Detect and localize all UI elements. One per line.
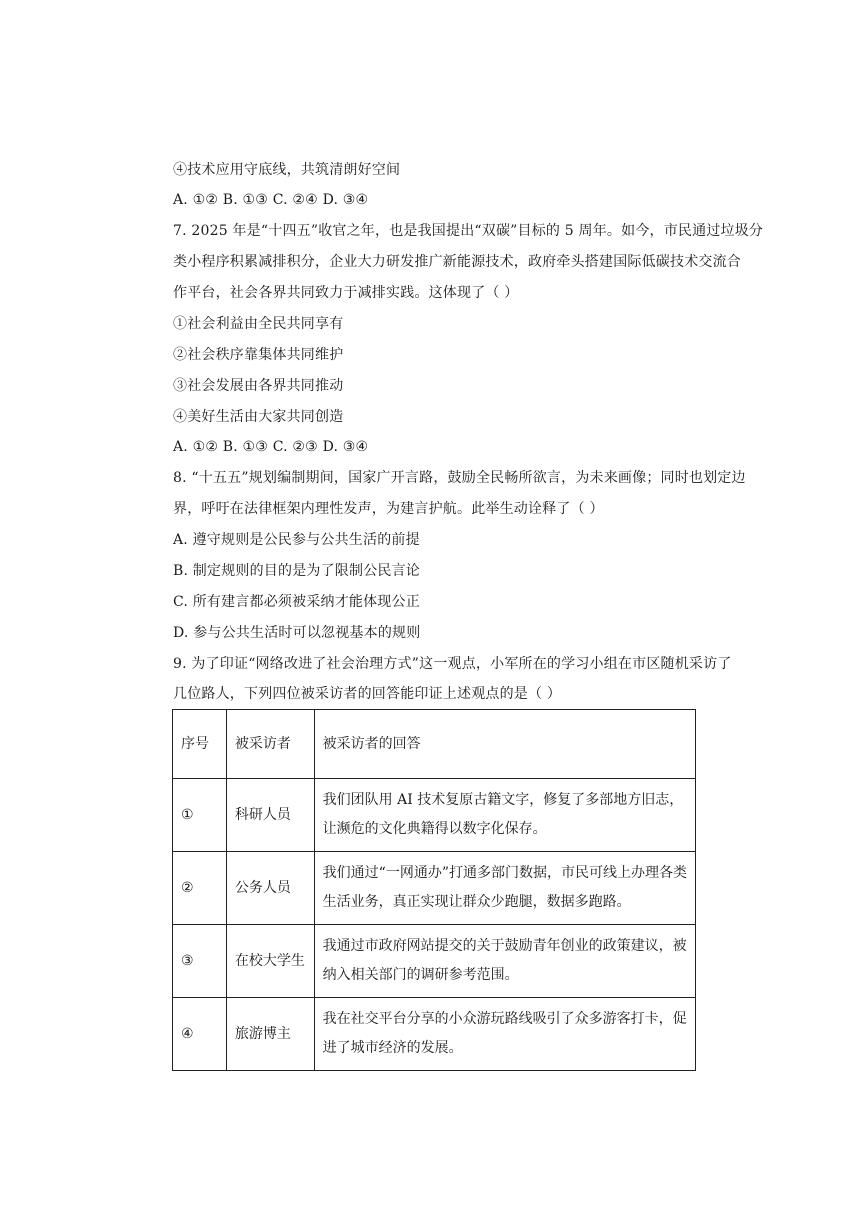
q9-stem-line-1: 9. 为了印证“网络改进了社会治理方式”这一观点，小军所在的学习小组在市区随机采访了 (173, 656, 732, 672)
q7-stem-line-1: 7. 2025 年是“十四五”收官之年，也是我国提出“双碳”目标的 5 周年。如今，市民通过垃圾分 (173, 223, 764, 239)
table-row (173, 925, 696, 998)
row-answer (314, 779, 695, 852)
answer-line: 进了城市经济的发展。 (322, 1040, 463, 1056)
table-header-row (173, 710, 696, 779)
row-answer (314, 998, 695, 1071)
header-interviewee: 被采访者 (226, 710, 314, 779)
q9-interview-table (172, 709, 696, 1071)
q8-option-d: D. 参与公共生活时可以忽视基本的规则 (173, 625, 421, 641)
q8-option-c: C. 所有建言都必须被采纳才能体现公正 (173, 594, 420, 610)
q7-stem-line-2: 类小程序积累减排积分，企业大力研发推广新能源技术，政府牵头搭建国际低碳技术交流合 (173, 254, 741, 270)
table-row (173, 779, 696, 852)
q8-option-b: B. 制定规则的目的是为了限制公民言论 (173, 563, 420, 579)
answer-line: 生活业务，真正实现让群众少跑腿，数据多跑路。 (322, 894, 631, 910)
q8-stem-line-1: 8. “十五五”规划编制期间，国家广开言路，鼓励全民畅所欲言，为未来画像；同时也划定边 (173, 470, 746, 486)
q7-item-2: ②社会秩序靠集体共同维护 (173, 347, 344, 363)
row-answer (314, 925, 695, 998)
row-number: ④ (173, 998, 227, 1071)
q7-item-3: ③社会发展由各界共同推动 (173, 378, 344, 394)
q7-item-4: ④美好生活由大家共同创造 (173, 409, 344, 425)
answer-line: 我们团队用 AI 技术复原古籍文字，修复了多部地方旧志， (322, 792, 684, 808)
q8-stem-line-2: 界，呼吁在法律框架内理性发声，为建言护航。此举生动诠释了（ ） (173, 501, 604, 517)
row-interviewee: 科研人员 (226, 779, 314, 852)
answer-line: 我们通过“一网通办”打通多部门数据，市民可线上办理各类 (322, 865, 687, 881)
row-number: ① (173, 779, 227, 852)
q9-stem-line-2: 几位路人，下列四位被采访者的回答能印证上述观点的是（ ） (173, 686, 562, 702)
q8-option-a: A. 遵守规则是公民参与公共生活的前提 (173, 532, 420, 548)
q7-item-1: ①社会利益由全民共同享有 (173, 316, 344, 332)
answer-line: 我在社交平台分享的小众游玩路线吸引了众多游客打卡，促 (322, 1011, 687, 1027)
q7-options: A. ①② B. ①③ C. ②③ D. ③④ (173, 439, 369, 455)
answer-line: 纳入相关部门的调研参考范围。 (322, 967, 519, 983)
row-interviewee: 在校大学生 (226, 925, 314, 998)
table-row (173, 852, 696, 925)
row-number: ③ (173, 925, 227, 998)
answer-line: 让濒危的文化典籍得以数字化保存。 (322, 821, 547, 837)
row-interviewee: 公务人员 (226, 852, 314, 925)
header-number: 序号 (173, 710, 227, 779)
row-answer (314, 852, 695, 925)
answer-line: 我通过市政府网站提交的关于鼓励青年创业的政策建议，被 (322, 938, 687, 954)
q6-options: A. ①② B. ①③ C. ②④ D. ③④ (173, 192, 369, 208)
q6-item-4: ④技术应用守底线，共筑清朗好空间 (173, 162, 401, 178)
table-row (173, 998, 696, 1071)
row-number: ② (173, 852, 227, 925)
q7-stem-line-3: 作平台，社会各界共同致力于减排实践。这体现了（ ） (173, 285, 519, 301)
header-answer: 被采访者的回答 (314, 710, 695, 779)
row-interviewee: 旅游博主 (226, 998, 314, 1071)
